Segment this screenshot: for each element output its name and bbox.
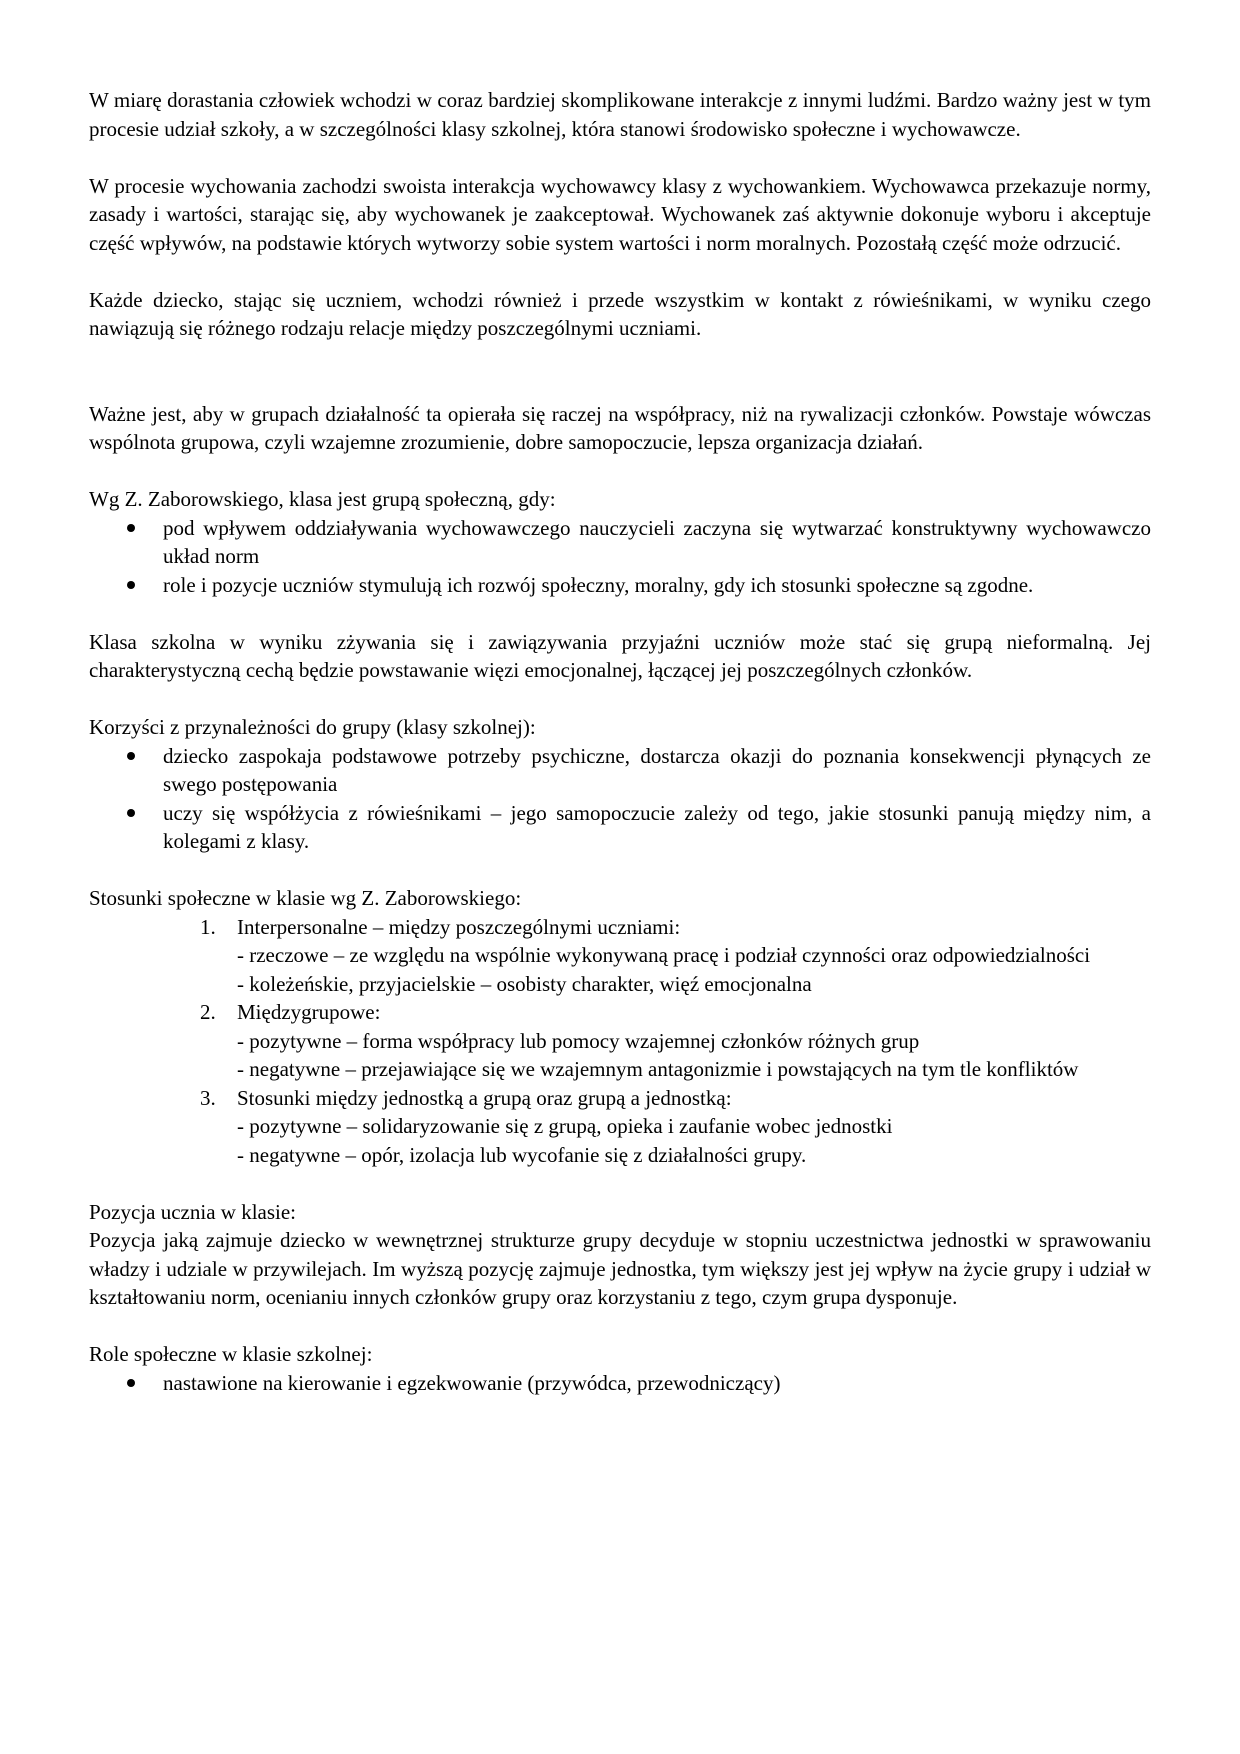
list-number: 2. <box>200 1000 216 1024</box>
list-item <box>200 998 1151 1084</box>
paragraph-cooperation: Ważne jest, aby w grupach działalność ta opierała się raczej na współpracy, niż na rywalizacji członków. Powstaje wówczas wspólnota grupowa, czyli wzajemne zrozumienie, dobre samopoczucie, lepsza organizacja działań. <box>89 401 1151 454</box>
list-item-title: Interpersonalne – między poszczególnymi uczniami: <box>237 914 681 939</box>
list-item <box>200 1084 1151 1170</box>
paragraph-intro: W miarę dorastania człowiek wchodzi w coraz bardziej skomplikowane interakcje z innymi ludźmi. Bardzo ważny jest w tym procesie udział szkoły, a w szczególności klasy szkolnej, która stanowi środowisko społeczne i wychowawcze. <box>89 88 1151 141</box>
relations-intro: Stosunki społeczne w klasie wg Z. Zaborowskiego: <box>89 886 522 910</box>
list-subitem: - negatywne – przejawiające się we wzajemnym antagonizmie i powstających na tym tle konfliktów <box>237 1057 1079 1081</box>
list-subitem: - negatywne – opór, izolacja lub wycofanie się z działalności grupy. <box>237 1142 807 1167</box>
list-item-title: Stosunki między jednostką a grupą oraz grupą a jednostką: <box>237 1085 732 1110</box>
list-item: pod wpływem oddziaływania wychowawczego nauczycieli zaczyna się wytwarzać konstruktywny wychowawczo układ norm <box>163 514 1151 571</box>
zaborowski-bullet-list <box>89 514 1151 600</box>
list-item: uczy się współżycia z rówieśnikami – jego samopoczucie zależy od tego, jakie stosunki panują między nim, a kolegami z klasy. <box>163 799 1151 856</box>
list-subitem: - pozytywne – solidaryzowanie się z grupą, opieka i zaufanie wobec jednostki <box>237 1114 893 1138</box>
roles-intro: Role społeczne w klasie szkolnej: <box>89 1342 373 1366</box>
list-item: dziecko zaspokaja podstawowe potrzeby psychiczne, dostarcza okazji do poznania konsekwencji płynących ze swego postępowania <box>163 742 1151 799</box>
benefits-intro: Korzyści z przynależności do grupy (klasy szkolnej): <box>89 715 536 739</box>
list-number: 3. <box>200 1085 216 1110</box>
paragraph-peers: Każde dziecko, stając się uczniem, wchodzi również i przede wszystkim w kontakt z rówieśnikami, w wyniku czego nawiązują się różnego rodzaju relacje między poszczególnymi uczniami. <box>89 287 1151 340</box>
roles-bullet-list <box>89 1369 1151 1398</box>
paragraph-upbringing: W procesie wychowania zachodzi swoista interakcja wychowawcy klasy z wychowankiem. Wychowawca przekazuje normy, zasady i wartości, starając się, aby wychowanek je zaakceptował. Wychowanek zaś aktywnie dokonuje wyboru i akceptuje część wpływów, na podstawie których wytworzy sobie system wartości i norm moralnych. Pozostałą część może odrzucić. <box>89 173 1151 255</box>
paragraph-position: Pozycja jaką zajmuje dziecko w wewnętrznej strukturze grupy decyduje w stopniu uczestnictwa jednostki w sprawowaniu władzy i udziale w przywilejach. Im wyższą pozycję zajmuje jednostka, tym większy jest jej wpływ na życie grupy i udział w kształtowaniu norm, ocenianiu innych członków grupy oraz korzystaniu z tego, czym grupa dysponuje. <box>89 1228 1151 1309</box>
list-number: 1. <box>200 914 216 939</box>
benefits-bullet-list <box>89 742 1151 856</box>
list-item <box>200 913 1151 999</box>
list-subitem: - rzeczowe – ze względu na wspólnie wykonywaną pracę i podział czynności oraz odpowiedzialności <box>237 943 1091 967</box>
position-heading: Pozycja ucznia w klasie: <box>89 1199 297 1224</box>
list-item: nastawione na kierowanie i egzekwowanie (przywódca, przewodniczący) <box>163 1369 1151 1398</box>
list-subitem: - pozytywne – forma współpracy lub pomocy wzajemnej członków różnych grup <box>237 1028 920 1053</box>
zaborowski-intro: Wg Z. Zaborowskiego, klasa jest grupą społeczną, gdy: <box>89 487 556 511</box>
paragraph-informal-group: Klasa szkolna w wyniku zżywania się i zawiązywania przyjaźni uczniów może stać się grupą nieformalną. Jej charakterystyczną cechą będzie powstawanie więzi emocjonalnej, łączącej jej poszczególnych członków. <box>89 629 1151 682</box>
list-subitem: - koleżeńskie, przyjacielskie – osobisty charakter, więź emocjonalna <box>237 971 812 996</box>
list-item: role i pozycje uczniów stymulują ich rozwój społeczny, moralny, gdy ich stosunki społeczne są zgodne. <box>163 571 1151 600</box>
document-page <box>89 86 1151 1397</box>
list-item-title: Międzygrupowe: <box>237 1000 381 1024</box>
relations-numbered-list <box>89 913 1151 1170</box>
